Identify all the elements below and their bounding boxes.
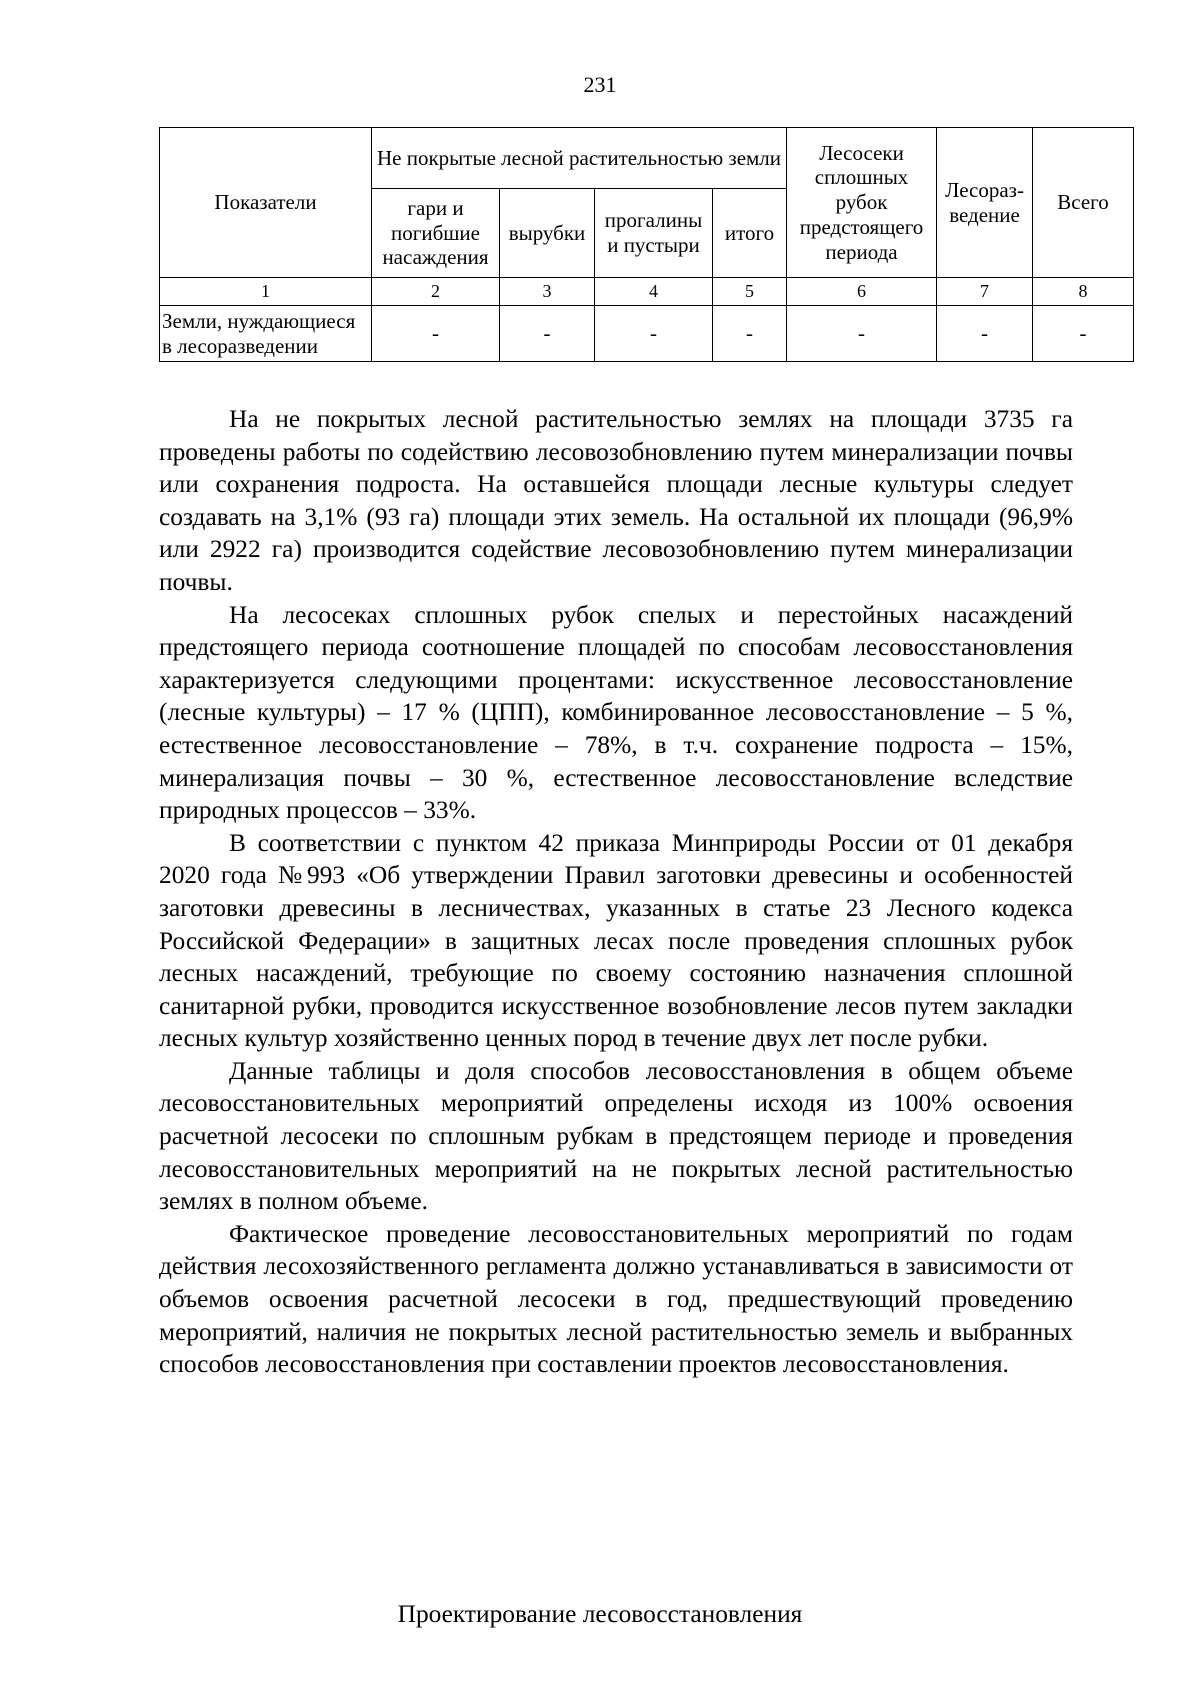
- paragraph: Данные таблицы и доля способов лесовосстановления в общем объеме лесовосстановительных мероприятий определены исходя из 100% освоения расчетной лесосеки по сплошным рубкам в предстоящем периоде и проведения лесовосстановительных мероприятий на не покрытых лесной растительностью землях в полном объеме.: [159, 1056, 1073, 1216]
- column-number: 7: [937, 278, 1033, 306]
- header-subtotal: итого: [713, 189, 787, 278]
- column-number: 2: [372, 278, 500, 306]
- header-total: Всего: [1033, 128, 1134, 278]
- table-row: [160, 306, 1134, 362]
- header-not-covered-lands: Не покрытые лесной растительностью земли: [372, 128, 787, 189]
- column-number-row: [160, 278, 1134, 306]
- header-clearings: вырубки: [500, 189, 595, 278]
- table-cell: -: [372, 306, 500, 362]
- header-burned-stands: гари и погибшие насаждения: [372, 189, 500, 278]
- paragraph: На не покрытых лесной растительностью землях на площади 3735 га проведены работы по содействию лесовозобновлению путем минерализации почвы или сохранения подроста. На оставшейся площади лесные культуры следует создавать на 3,1% (93 га) площади этих земель. На остальной их площади (96,9% или 2922 га) производится содействие лесовозобновлению путем минерализации почвы.: [159, 405, 1073, 596]
- page-number: 231: [583, 72, 617, 97]
- table-cell: -: [1033, 306, 1134, 362]
- paragraph: Фактическое проведение лесовосстановительных мероприятий по годам действия лесохозяйственного регламента должно устанавливаться в зависимости от объемов освоения расчетной лесосеки в год, предшествующий проведению мероприятий, наличия не покрытых лесной растительностью земель и выбранных способов лесовосстановления при составлении проектов лесовосстановления.: [159, 1219, 1073, 1379]
- body-text: [159, 403, 1073, 1381]
- table-cell: -: [713, 306, 787, 362]
- paragraph: В соответствии с пунктом 42 приказа Минприроды России от 01 декабря 2020 года №993 «Об утверждении Правил заготовки древесины и особенностей заготовки древесины в лесничествах, указанных в статье 23 Лесного кодекса Российской Федерации» в защитных лесах после проведения сплошных рубок лесных насаждений, требующие по своему состоянию назначения сплошной санитарной рубки, проводится искусственное возобновление лесов путем закладки лесных культур хозяйственно ценных пород в течение двух лет после рубки.: [159, 828, 1073, 1053]
- section-heading: Проектирование лесовосстановления: [397, 1600, 803, 1628]
- header-afforestation: Лесораз-ведение: [937, 128, 1033, 278]
- column-number: 4: [595, 278, 713, 306]
- row-label: Земли, нуждающиеся в лесоразведении: [160, 306, 372, 362]
- table-cell: -: [787, 306, 937, 362]
- column-number: 6: [787, 278, 937, 306]
- column-number: 8: [1033, 278, 1134, 306]
- column-number: 1: [160, 278, 372, 306]
- column-number: 5: [713, 278, 787, 306]
- header-glades: прогалины и пустыри: [595, 189, 713, 278]
- paragraph: На лесосеках сплошных рубок спелых и перестойных насаждений предстоящего периода соотношение площадей по способам лесовосстановления характеризуется следующими процентами: искусственное лесовосстановление (лесные культуры) – 17 % (ЦПП), комбинированное лесовосстановление – 5 %, естественное лесовосстановление – 78%, в т.ч. сохранение подроста – 15%, минерализация почвы – 30 %, естественное лесовосстановление вследствие природных процессов – 33%.: [159, 600, 1073, 825]
- column-number: 3: [500, 278, 595, 306]
- table-cell: -: [500, 306, 595, 362]
- table-cell: -: [937, 306, 1033, 362]
- afforestation-table: [159, 127, 1134, 362]
- table-cell: -: [595, 306, 713, 362]
- header-indicators: Показатели: [160, 128, 372, 278]
- header-cutting-areas: Лесосеки сплошных рубок предстоящего периода: [787, 128, 937, 278]
- table-header-row: [160, 128, 1134, 189]
